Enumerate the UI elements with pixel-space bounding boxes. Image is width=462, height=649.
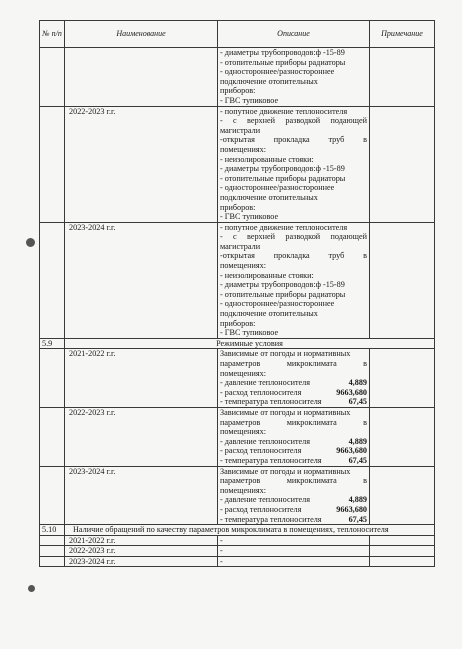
num-cell [40,106,65,222]
description-line: - отопительные приборы радиаторы [220,57,346,67]
parameter-value: 9663,680 [336,446,367,456]
table-row [40,349,435,408]
parameter-line [220,388,367,398]
description-cell [218,106,370,222]
value-cell: - [218,546,370,557]
description-cell [218,222,370,338]
header-num: № п/п [40,21,65,48]
description-line: параметров микроклимата в [220,417,367,427]
year-cell: 2023-2024 г.г. [65,222,218,338]
section-num: 5.9 [40,338,65,349]
parameter-value: 4,889 [348,495,367,505]
header-note: Примечание [370,21,435,48]
num-cell [40,222,65,338]
parameter-value: 9663,680 [336,504,367,514]
note-cell [370,546,435,557]
year-cell: 2022-2023 г.г. [65,546,218,557]
parameter-label: - расход теплоносителя [220,387,302,397]
parameter-value: 67,45 [348,455,367,465]
description-line: - с верхней разводкой подающей [220,232,367,242]
description-line: магистрали [220,241,261,251]
note-cell [370,349,435,408]
parameter-label: - температура теплоносителя [220,514,322,524]
parameter-value: 4,889 [348,436,367,446]
section-title: Наличие обращений по качеству параметров микроклимата в помещениях, теплоносителя [65,525,435,536]
description-line: подключение отопительных [220,192,318,202]
table-header-row [40,21,435,48]
parameter-label: - давление теплоносителя [220,436,311,446]
description-line: - диаметры трубопроводов:ф -15-89 [220,280,345,290]
description-line: - с верхней разводкой подающей [220,116,367,126]
table-row [40,546,435,557]
parameter-line [220,446,367,456]
description-line: -открытая прокладка труб в [220,251,367,261]
table-row [40,407,435,466]
description-line: - одностороннее/разностороннее [220,67,335,77]
parameter-label: - температура теплоносителя [220,397,322,407]
description-cell [218,466,370,525]
num-cell [40,407,65,466]
value-cell: - [218,556,370,567]
table-row [40,106,435,222]
description-line: помещениях: [220,261,266,271]
parameter-label: - давление теплоносителя [220,495,311,505]
description-line: параметров микроклимата в [220,476,367,486]
section-row [40,338,435,349]
num-cell [40,535,65,546]
description-line: - ГВС тупиковое [220,328,279,338]
header-description: Описание [218,21,370,48]
parameter-line [220,505,367,515]
table-row [40,48,435,107]
description-line: Зависимые от погоды и нормативных [220,349,351,359]
description-cell [218,48,370,107]
description-line: - отопительные приборы радиаторы [220,289,346,299]
description-cell [218,349,370,408]
description-line: - одностороннее/разностороннее [220,183,335,193]
description-line: -открытая прокладка труб в [220,135,367,145]
note-cell [370,106,435,222]
parameter-label: - расход теплоносителя [220,446,302,456]
description-line: - неизолированные стояки: [220,270,314,280]
num-cell [40,556,65,567]
year-cell: 2023-2024 г.г. [65,556,218,567]
note-cell [370,466,435,525]
num-cell [40,466,65,525]
description-cell [218,407,370,466]
description-line: помещениях: [220,427,266,437]
description-line: приборов: [220,86,256,96]
year-cell: 2021-2022 г.г. [65,535,218,546]
parameter-line [220,515,367,525]
section-row [40,525,435,536]
description-line: - ГВС тупиковое [220,95,279,105]
num-cell [40,349,65,408]
punch-hole-mark [28,585,35,592]
table-row [40,466,435,525]
note-cell [370,407,435,466]
parameter-line [220,437,367,447]
year-cell: 2022-2023 г.г. [65,407,218,466]
description-line: подключение отопительных [220,76,318,86]
parameter-value: 9663,680 [336,387,367,397]
parameter-line [220,456,367,466]
description-line: - попутное движение теплоносителя [220,222,348,232]
parameter-value: 4,889 [348,378,367,388]
note-cell [370,556,435,567]
parameter-label: - расход теплоносителя [220,504,302,514]
description-line: - попутное движение теплоносителя [220,106,348,116]
table-row [40,222,435,338]
num-cell [40,546,65,557]
year-cell: 2021-2022 г.г. [65,349,218,408]
year-cell: 2022-2023 г.г. [65,106,218,222]
parameter-label: - давление теплоносителя [220,378,311,388]
parameter-line [220,378,367,388]
description-line: магистрали [220,125,261,135]
description-line: - одностороннее/разностороннее [220,299,335,309]
description-line: подключение отопительных [220,309,318,319]
value-cell: - [218,535,370,546]
description-line: - диаметры трубопроводов:ф -15-89 [220,48,345,57]
description-line: - диаметры трубопроводов:ф -15-89 [220,164,345,174]
section-title: Режимные условия [65,338,435,349]
description-line: - ГВС тупиковое [220,212,279,222]
parameter-value: 67,45 [348,397,367,407]
parameter-line [220,495,367,505]
note-cell [370,535,435,546]
description-line: приборов: [220,318,256,328]
description-line: - неизолированные стояки: [220,154,314,164]
description-line: параметров микроклимата в [220,359,367,368]
description-line: помещениях: [220,368,266,378]
description-line: приборов: [220,202,256,212]
description-line: - отопительные приборы радиаторы [220,173,346,183]
parameter-label: - температура теплоносителя [220,455,322,465]
description-line: Зависимые от погоды и нормативных [220,466,351,476]
description-line: Зависимые от погоды и нормативных [220,407,351,417]
description-line: помещениях: [220,485,266,495]
section-num: 5.10 [40,525,65,536]
note-cell [370,222,435,338]
punch-hole-mark [26,238,35,247]
table-row [40,535,435,546]
year-cell: 2023-2024 г.г. [65,466,218,525]
parameter-value: 67,45 [348,514,367,524]
parameter-line [220,397,367,407]
description-line: помещениях: [220,144,266,154]
header-name: Наименование [65,21,218,48]
specification-table [39,20,435,567]
table-row [40,556,435,567]
